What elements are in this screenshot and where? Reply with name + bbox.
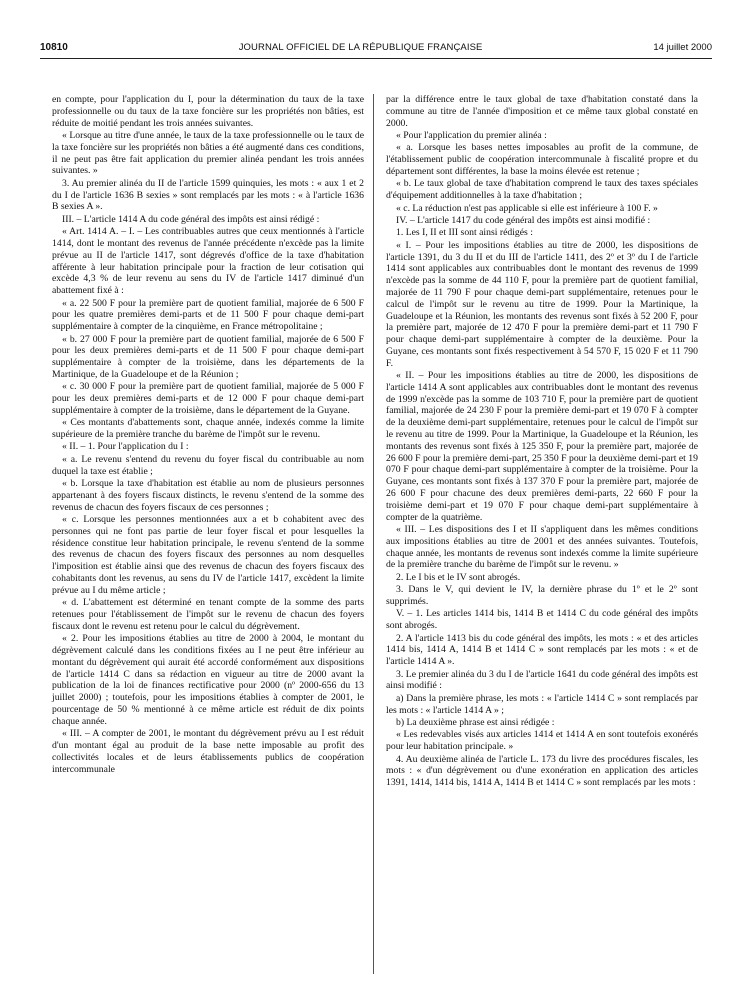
paragraph: « III. – Les dispositions des I et II s'appliquent dans les mêmes conditions aux impositions établies au titre de 2001 et des années suivantes. Toutefois, chaque année, les montants de revenus sont indexés comme la limite supérieure de la première tranche du barème de l'impôt sur le revenu. »	[386, 524, 698, 571]
right-column	[386, 94, 698, 790]
paragraph: « c. 30 000 F pour la première part de quotient familial, majorée de 5 000 F pour les deux premières demi-parts et de 12 000 F pour chaque demi-part supplémentaire à compter de la troisième, dans le département de la Guyane.	[52, 381, 364, 416]
paragraph: « I. – Pour les impositions établies au titre de 2000, les dispositions de l'article 1391, du 3 du II et du III de l'article 1411, des 2º et 3º du I de l'article 1414 sont applicables aux contribuables dont le montant des revenus de 1999 n'excède pas la somme de 44 110 F, pour la première part de quotient familial, majorée de 11 790 F pour chaque demi-part supplémentaire, retenues pour le calcul de l'impôt sur le revenu au titre de 1999. Pour la Martinique, la Guadeloupe et la Réunion, les montants des revenus sont fixés à 52 200 F, pour la première part, majorée de 12 470 F pour la première demi-part et 11 790 F pour chaque demi-part supplémentaire à compter de la deuxième. Pour la Guyane, ces montants sont fixés respectivement à 54 570 F, 15 020 F et 11 790 F.	[386, 239, 698, 369]
paragraph: « Pour l'application du premier alinéa :	[396, 129, 547, 141]
paragraph: 2. Le I bis et le IV sont abrogés.	[396, 571, 521, 583]
journal-title: JOURNAL OFFICIEL DE LA RÉPUBLIQUE FRANÇAISE	[238, 41, 483, 53]
paragraph: « b. Le taux global de taxe d'habitation comprend le taux des taxes spéciales d'équipement additionnelles à la taxe d'habitation ;	[386, 178, 698, 202]
paragraph: « b. Lorsque la taxe d'habitation est établie au nom de plusieurs personnes appartenant à des foyers fiscaux distincts, le revenu s'entend de la somme des revenus de chacun des foyers fiscaux de ces personnes ;	[52, 478, 364, 513]
paragraph: « 2. Pour les impositions établies au titre de 2000 à 2004, le montant du dégrèvement calculé dans les conditions fixées au I ne peut être inférieur au montant du dégrèvement qui aurait été accordé conformément aux dispositions de l'article 1414 C dans sa rédaction en vigueur au titre de 2000 avant la publication de la loi de finances rectificative pour 2000 (nº 2000-656 du 13 juillet 2000) ; toutefois, pour les impositions établies à compter de 2001, le pourcentage de 50 % mentionné à ce même article est réduit de dix points chaque année.	[52, 633, 364, 727]
header-rule	[40, 58, 712, 59]
paragraph: 4. Au deuxième alinéa de l'article L. 173 du livre des procédures fiscales, les mots : « d'un dégrèvement ou d'une exonération en application des articles 1391, 1414, 1414 bis, 1414 A, 1414 B et 1414 C » sont remplacés par les mots :	[386, 753, 698, 789]
paragraph: « a. Le revenu s'entend du revenu du foyer fiscal du contribuable au nom duquel la taxe est établie ;	[52, 453, 364, 477]
paragraph: 3. Dans le V, qui devient le IV, la dernière phrase du 1º et le 2º sont supprimés.	[386, 584, 698, 607]
publication-date: 14 juillet 2000	[653, 41, 712, 53]
paragraph: « Ces montants d'abattements sont, chaque année, indexés comme la limite supérieure de la première tranche du barème de l'impôt sur le revenu.	[52, 417, 364, 441]
paragraph: IV. – L'article 1417 du code général des impôts est ainsi modifié :	[396, 214, 651, 226]
paragraph: « Les redevables visés aux articles 1414 et 1414 A en sont toutefois exonérés pour leur habitation principale. »	[386, 729, 698, 753]
paragraph: « II. – Pour les impositions établies au titre de 2000, les dispositions de l'article 1414 A sont applicables aux contribuables dont le montant des revenus de 1999 n'excède pas la somme de 103 710 F, pour la première part de quotient familial, majorée de 24 230 F pour la première demi-part et 19 070 F à compter de la deuxième demi-part supplémentaire, retenues pour le calcul de l'impôt sur le revenu au titre de 1999. Pour la Martinique, la Guadeloupe et la Réunion, les montants des revenus sont fixés à 125 350 F, pour la première part, majorée de 26 600 F pour la première demi-part, 25 350 F pour la deuxième demi-part et 19 070 F pour chaque demi-part supplémentaire à compter de la troisième. Pour la Guyane, ces montants sont fixés à 137 370 F pour la première part, majorée de 26 600 F pour chacune des deux premières demi-parts, 22 660 F pour la troisième demi-part et 19 070 F pour chaque demi-part supplémentaire à compter de la quatrième.	[386, 370, 698, 523]
paragraph: 3. Au premier alinéa du II de l'article 1599 quinquies, les mots : « aux 1 et 2 du I de l'article 1636 B sexies » sont remplacés par les mots : « à l'article 1636 B sexies A ».	[52, 177, 364, 213]
paragraph: « II. – 1. Pour l'application du I :	[62, 441, 189, 453]
paragraph: « Lorsque au titre d'une année, le taux de la taxe professionnelle ou le taux de la taxe foncière sur les propriétés non bâties a été augmenté dans ces conditions, il ne peut pas être fait application du premier alinéa pendant les trois années suivantes. »	[52, 129, 364, 177]
paragraph: V. – 1. Les articles 1414 bis, 1414 B et 1414 C du code général des impôts sont abrogés.	[386, 608, 698, 632]
paragraph: a) Dans la première phrase, les mots : « l'article 1414 C » sont remplacés par les mots : « l'article 1414 A » ;	[386, 692, 698, 716]
paragraph: « c. La réduction n'est pas applicable si elle est inférieure à 100 F. »	[396, 202, 658, 214]
column-divider	[373, 94, 374, 974]
paragraph: « a. Lorsque les bases nettes imposables au profit de la commune, de l'établissement public de coopération intercommunale à fiscalité propre et du département sont différentes, la base la moins élevée est retenue ;	[386, 142, 698, 177]
paragraph: par la différence entre le taux global de taxe d'habitation constaté dans la commune au titre de l'année d'imposition et ce même taux global constaté en 2000.	[386, 94, 698, 129]
paragraph: b) La deuxième phrase est ainsi rédigée :	[396, 716, 555, 728]
paragraph: « d. L'abattement est déterminé en tenant compte de la somme des parts retenues pour l'établissement de l'impôt sur le revenu de chacun des foyers fiscaux dont le revenu est retenu pour le calcul du dégrèvement.	[52, 597, 364, 632]
paragraph: 3. Le premier alinéa du 3 du I de l'article 1641 du code général des impôts est ainsi modifié :	[386, 668, 698, 692]
paragraph: « c. Lorsque les personnes mentionnées aux a et b cohabitent avec des personnes qui ne font pas partie de leur foyer fiscal et pour lesquelles la résidence constitue leur habitation principale, le revenu s'entend de la somme des revenus de chacun des foyers fiscaux des personnes au nom desquelles l'imposition est établie ainsi que des revenus de chacun des foyers fiscaux des cohabitants dont les revenus, au sens du IV de l'article 1417, excèdent la limite prévue au I du même article ;	[52, 514, 364, 596]
page-header	[40, 40, 712, 54]
paragraph: « a. 22 500 F pour la première part de quotient familial, majorée de 6 500 F pour les quatre premières demi-parts et de 11 500 F pour chaque demi-part supplémentaire à compter de la cinquième, en France métropolitaine ;	[52, 297, 364, 333]
paragraph: 2. A l'article 1413 bis du code général des impôts, les mots : « et des articles 1414 bis, 1414 A, 1414 B et 1414 C » sont remplacés par les mots : « et de l'article 1414 A ».	[386, 632, 698, 668]
paragraph: 1. Les I, II et III sont ainsi rédigés :	[396, 227, 533, 239]
paragraph: « b. 27 000 F pour la première part de quotient familial, majorée de 6 500 F pour les deux premières demi-parts et de 11 500 F pour chaque demi-part supplémentaire à compter de la troisième, dans les départements de la Martinique, de la Guadeloupe et de la Réunion ;	[52, 333, 364, 380]
paragraph: « Art. 1414 A. – I. – Les contribuables autres que ceux mentionnés à l'article 1414, dont le montant des revenus de l'année précédente n'excède pas la limite prévue au II de l'article 1417, sont dégrevés d'office de la taxe d'habitation afférente à leur habitation principale pour la fraction de leur cotisation qui excède 4,3 % de leur revenu au sens du IV de l'article 1417 diminué d'un abattement fixé à :	[52, 226, 364, 297]
paragraph: « III. – A compter de 2001, le montant du dégrèvement prévu au I est réduit d'un montant égal au produit de la base nette imposable au profit des collectivités locales et de leurs établissements publics de coopération intercommunale	[52, 728, 364, 775]
left-column	[52, 94, 364, 776]
page-number: 10810	[40, 41, 68, 53]
paragraph: III. – L'article 1414 A du code général des impôts est ainsi rédigé :	[62, 213, 320, 225]
paragraph: en compte, pour l'application du I, pour la détermination du taux de la taxe professionnelle ou du taux de la taxe foncière sur les propriétés non bâties, est réduite de moitié pendant les trois années suivantes.	[52, 94, 364, 129]
